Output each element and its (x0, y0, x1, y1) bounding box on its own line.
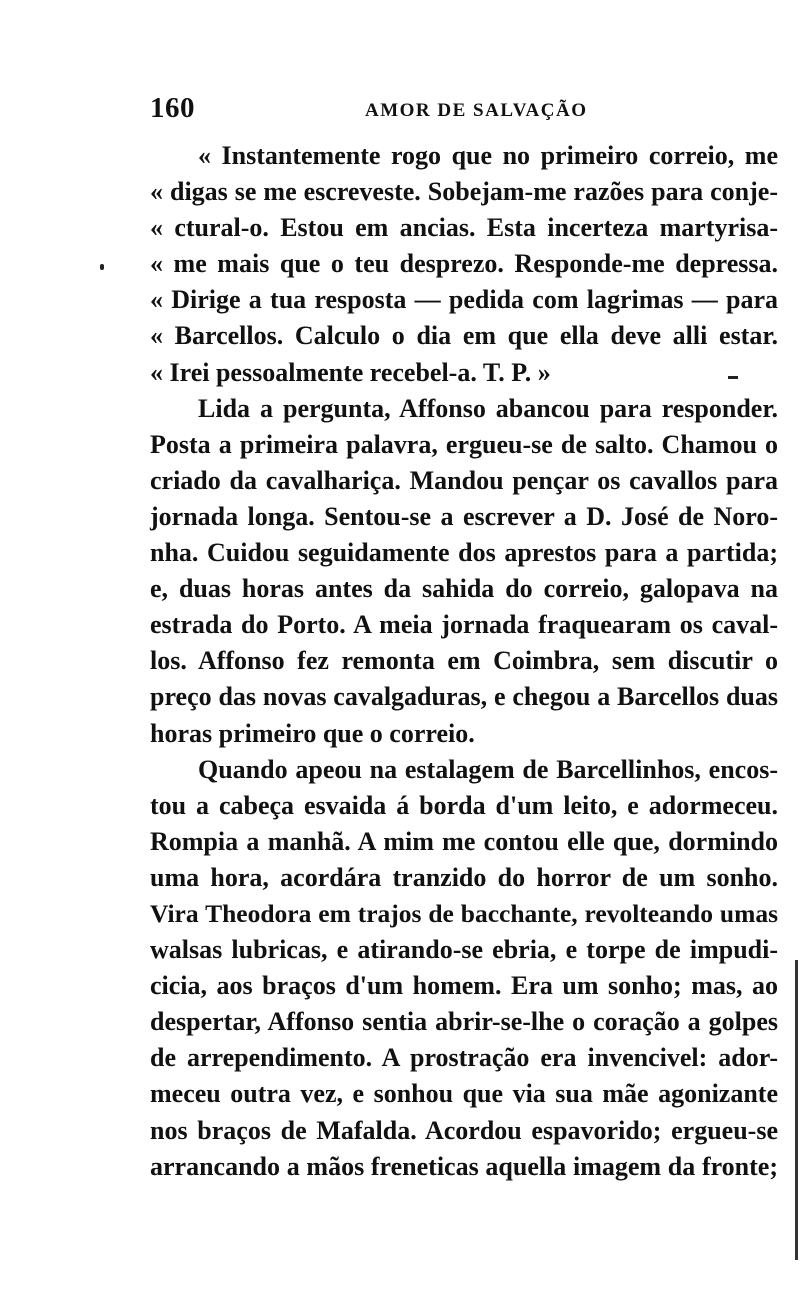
text-line: Lida a pergunta, Affonso abancou para responder. (198, 393, 778, 423)
text-line: walsas lubricas, e atirando-se ebria, e torpe de impudi- (150, 935, 778, 965)
text-line: « me mais que o teu desprezo. Responde-me depressa. (150, 249, 778, 279)
page-number: 160 (150, 92, 195, 124)
text-line: « ctural-o. Estou em ancias. Esta incerteza martyrisa- (150, 213, 778, 243)
page-header (150, 92, 780, 132)
quote-paragraph (150, 138, 778, 391)
page-edge-shadow (795, 960, 798, 1260)
text-line: e, duas horas antes da sahida do correio, galopava na (150, 574, 778, 604)
text-line: arrancando a mãos freneticas aquella imagem da fronte; (150, 1151, 778, 1181)
text-line: estrada do Porto. A meia jornada fraquearam os caval- (150, 610, 778, 640)
text-line: meceu outra vez, e sonhou que via sua mãe agonizante (150, 1079, 778, 1109)
text-line: nha. Cuidou seguidamente dos aprestos para a partida; (150, 538, 778, 568)
body-text (150, 138, 778, 1185)
ink-speck (728, 376, 738, 379)
text-line: nos braços de Mafalda. Acordou espavorido; ergueu-se (150, 1115, 778, 1145)
text-line: « Instantemente rogo que no primeiro correio, me (198, 141, 778, 170)
text-line: preço das novas cavalgaduras, e chegou a Barcellos duas (150, 682, 778, 712)
running-head: AMOR DE SALVAÇÃO (365, 100, 588, 121)
text-line: horas primeiro que o correio. (150, 718, 475, 748)
text-line: Rompia a manhã. A mim me contou elle que, dormindo (150, 826, 778, 856)
text-line: « Dirige a tua resposta — pedida com lagrimas — para (150, 285, 778, 315)
text-line: Posta a primeira palavra, ergueu-se de salto. Chamou o (150, 429, 778, 459)
text-line: « Irei pessoalmente recebel-a. T. P. » (150, 357, 551, 387)
text-line: Quando apeou na estalagem de Barcellinhos, encos- (198, 754, 778, 784)
text-line: cicia, aos braços d'um homem. Era um sonho; mas, ao (150, 971, 778, 1001)
text-line: uma hora, acordára tranzido do horror de um sonho. (150, 862, 778, 892)
text-line: los. Affonso fez remonta em Coimbra, sem discutir o (150, 646, 778, 676)
body-paragraph (150, 752, 778, 1185)
text-line: « Barcellos. Calculo o dia em que ella deve alli estar. (150, 321, 778, 351)
text-line: Vira Theodora em trajos de bacchante, revolteando umas (150, 898, 778, 928)
text-line: « digas se me escreveste. Sobejam-me razões para conje- (150, 177, 778, 207)
text-line: criado da cavalhariça. Mandou pençar os cavallos para (150, 465, 778, 495)
ink-speck (100, 264, 104, 270)
body-paragraph (150, 391, 778, 752)
text-line: despertar, Affonso sentia abrir-se-lhe o coração a golpes (150, 1007, 778, 1037)
text-line: jornada longa. Sentou-se a escrever a D. José de Noro- (150, 501, 778, 531)
text-line: de arrependimento. A prostração era invencivel: ador- (150, 1043, 778, 1073)
text-line: tou a cabeça esvaida á borda d'um leito, e adormeceu. (150, 790, 778, 820)
